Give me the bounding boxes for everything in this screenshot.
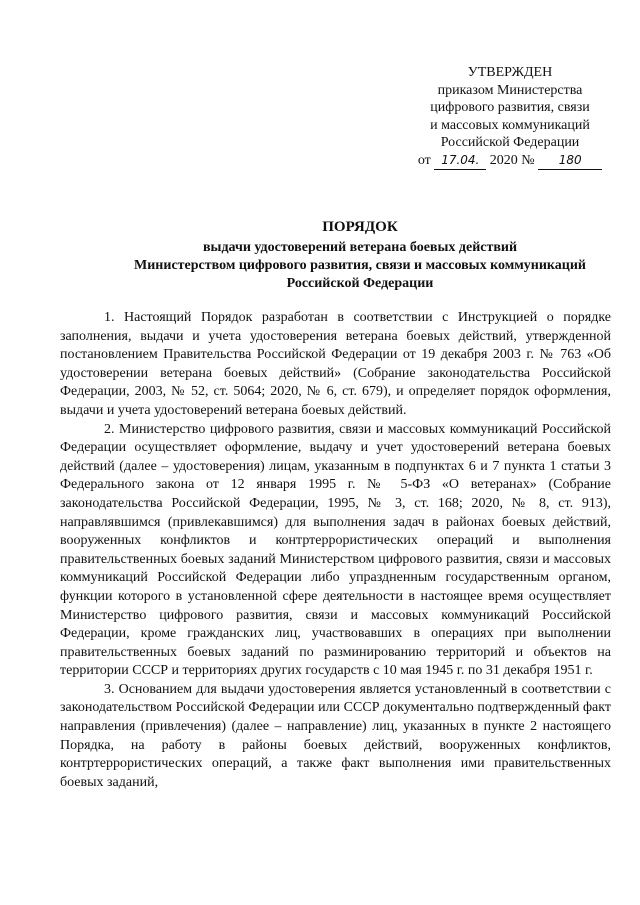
- date-year: 2020 №: [489, 152, 535, 168]
- handwritten-date: 17.04.: [434, 152, 486, 171]
- paragraph-1: 1. Настоящий Порядок разработан в соответствии с Инструкцией о порядке заполнения, выдачи и учета удостоверения ветерана боевых действий, утвержденной постановлением Правительства Российской Федерации от 19 декабря 2003 г. № 763 «Об удостоверении ветерана боевых действий» (Собрание законодательства Российской Федерации, 2003, № 52, ст. 5064; 2020, № 6, ст. 679), и определяет порядок оформления, выдачи и учета удостоверений ветерана боевых действий.: [60, 310, 611, 418]
- title-line: Российской Федерации: [286, 276, 434, 291]
- title-line: Министерством цифрового развития, связи и массовых коммуникаций: [134, 258, 586, 273]
- document-title: [80, 218, 640, 293]
- approval-line: Российской Федерации: [440, 135, 580, 150]
- paragraph-2: 2. Министерство цифрового развития, связи и массовых коммуникаций Российской Федерации осуществляет оформление, выдачу и учет удостоверений ветерана боевых действий (далее – удостоверения) лицам, указанным в подпунктах 6 и 7 пункта 1 статьи 3 Федерального закона от 12 января 1995 г. № 5-ФЗ «О ветеранах» (Собрание законодательства Российской Федерации, 1995, № 3, ст. 168; 2020, № 8, ст. 913), направлявшимся (привлекавшимся) для выполнения задач в районах боевых действий, вооруженных конфликтов и контртеррористических операций и выполнения правительственных боевых заданий Министерством цифрового развития, связи и массовых коммуникаций Российской Федерации либо упраздненным государственным органом, функции которого в установленной сфере деятельности в настоящее время осуществляет Министерство цифрового развития, связи и массовых коммуникаций Российской Федерации, кроме гражданских лиц, участвовавших в операциях при выполнении правительственных боевых заданий по разминированию территорий и объектов на территории СССР и территориях других государств с 10 мая 1945 г. по 31 декабря 1951 г.: [60, 421, 611, 679]
- approval-stamp: [410, 64, 610, 170]
- approval-date-line: [410, 152, 610, 171]
- handwritten-number: 180: [538, 152, 602, 171]
- title-line: выдачи удостоверений ветерана боевых действий: [202, 240, 518, 255]
- approval-line: приказом Министерства: [437, 82, 583, 98]
- title-main: ПОРЯДОК: [322, 219, 398, 235]
- approval-line: и массовых коммуникаций: [430, 117, 590, 133]
- approval-line: цифрового развития, связи: [430, 100, 590, 115]
- paragraph-3: 3. Основанием для выдачи удостоверения является установленный в соответствии с законодательством Российской Федерации или СССР документально подтвержденный факт направления (привлечения) (далее – направление) лиц, указанных в пункте 2 настоящего Порядка, на работу в районы боевых действий, вооруженных конфликтов, контртеррористических операций, а также факт выполнения ими правительственных боевых заданий,: [60, 681, 611, 790]
- document-body: [60, 309, 611, 792]
- date-prefix: от: [417, 152, 431, 168]
- approval-heading: УТВЕРЖДЕН: [467, 65, 553, 80]
